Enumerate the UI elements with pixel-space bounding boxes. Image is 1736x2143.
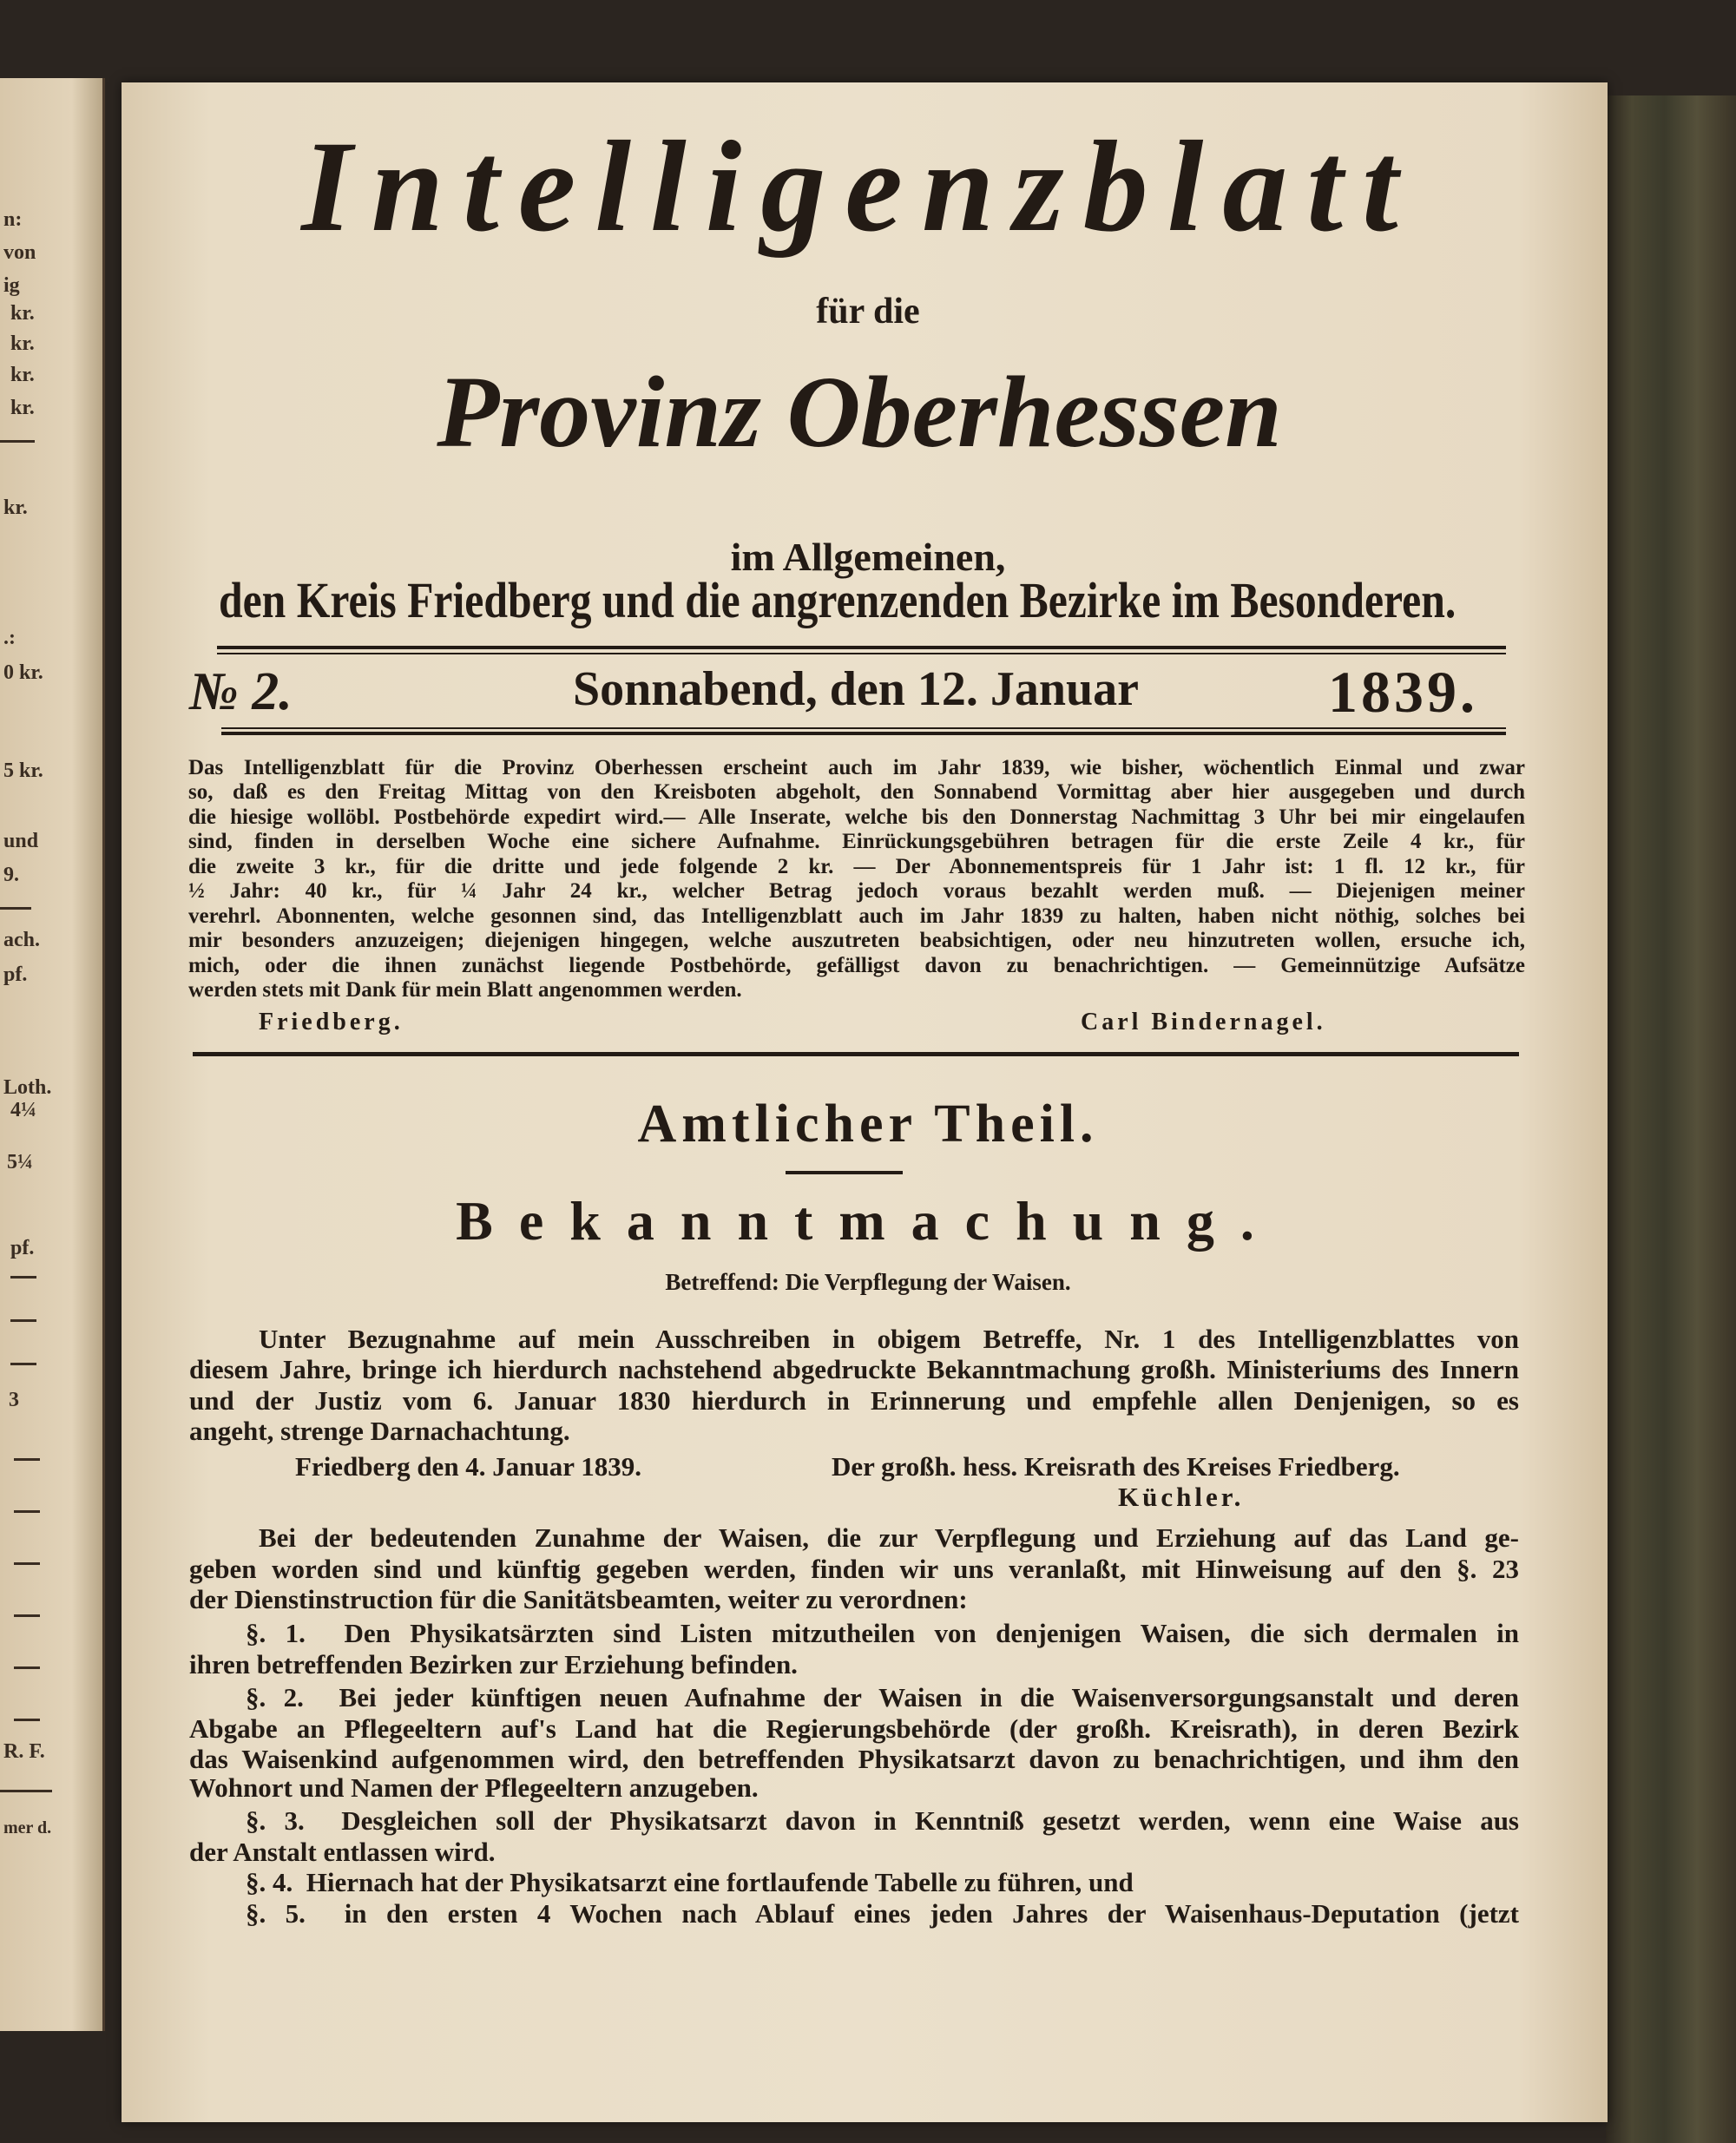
- fragment: und: [3, 830, 39, 852]
- announcement-subject: Betreffend: Die Verpflegung der Waisen.: [665, 1269, 1071, 1295]
- notice-line: ½ Jahr: 40 kr., für ¼ Jahr 24 kr., welcher Betrag jedoch voraus bezahlt werden muß. — Diejenigen meiner: [188, 879, 1525, 903]
- rule: [217, 653, 1506, 654]
- fragment: pf.: [10, 1237, 35, 1259]
- body-line: Bei der bedeutenden Zunahme der Waisen, die zur Verpflegung und Erziehung auf das Land ge-: [259, 1522, 1519, 1553]
- body-line: der Anstalt entlassen wird.: [189, 1837, 496, 1867]
- notice-line: mir besonders anzuzeigen; diejenigen hingegen, welche auszutreten beabsichtigen, oder neu hinzutreten wollen, ersuche ich,: [188, 929, 1525, 952]
- rule: [10, 1319, 36, 1322]
- fragment: 4¼: [10, 1099, 36, 1121]
- fragment: mer d.: [3, 1818, 52, 1837]
- body-line: und der Justiz vom 6. Januar 1830 hierdurch in Erinnerung und empfehle allen Denjenigen, so es: [189, 1385, 1519, 1416]
- fragment: ach.: [3, 929, 40, 951]
- section-title: Amtlicher Theil.: [637, 1095, 1099, 1154]
- notice-line: verehrl. Abonnenten, welche gesonnen sind, das Intelligenzblatt auch im Jahr 1839 zu halten, haben nicht nöthig, solches bei: [188, 904, 1525, 928]
- notice-line: werden stets mit Dank für mein Blatt angenommen werden.: [188, 978, 742, 1002]
- rule: [221, 727, 1506, 729]
- notice-signature: Carl Bindernagel.: [1081, 1009, 1326, 1035]
- fragment: n:: [3, 208, 23, 231]
- rule: [14, 1719, 40, 1721]
- notice-line: Das Intelligenzblatt für die Provinz Oberhessen erscheint auch im Jahr 1839, wie bisher, wöchentlich Einmal und zwar: [188, 756, 1525, 779]
- fragment: .:: [3, 627, 16, 649]
- paragraph-3: §. 3. Desgleichen soll der Physikatsarzt davon in Kenntniß gesetzt werden, wenn eine Waise aus: [246, 1805, 1519, 1836]
- masthead-fuer-die: für die: [816, 292, 920, 332]
- notice-line: mich, oder die ihnen zunächst liegende Postbehörde, gefälligst davon zu benachrichtigen. — Gemeinnützige Aufsätze: [188, 954, 1525, 977]
- masthead-title: Intelligenzblatt: [301, 115, 1417, 259]
- rule: [217, 646, 1506, 649]
- paragraph-4: §. 4. Hiernach hat der Physikatsarzt eine fortlaufende Tabelle zu führen, und: [246, 1867, 1134, 1897]
- rule: [14, 1666, 40, 1669]
- rule: [0, 907, 31, 910]
- announcement-heading: Bekanntmachung.: [456, 1190, 1280, 1252]
- fragment: 5¼: [7, 1151, 33, 1173]
- body-line: ihren betreffenden Bezirken zur Erziehung befinden.: [189, 1649, 798, 1680]
- masthead-im-allgemeinen: im Allgemeinen,: [730, 535, 1006, 579]
- fragment: kr.: [10, 332, 35, 355]
- rule: [786, 1171, 903, 1174]
- rule: [14, 1562, 40, 1565]
- body-line: Wohnort und Namen der Pflegeeltern anzugeben.: [189, 1772, 759, 1803]
- body-line: Abgabe an Pflegeeltern auf's Land hat die Regierungsbehörde (der großh. Kreisrath), in deren Bezirk: [189, 1713, 1519, 1744]
- notice-line: sind, finden in derselben Woche eine sichere Aufnahme. Einrückungsgebühren betragen für die erste Zeile 4 kr., für: [188, 830, 1525, 853]
- rule: [0, 440, 35, 443]
- body-line: angeht, strenge Darnachachtung.: [189, 1416, 570, 1446]
- body-line: das Waisenkind aufgenommen wird, den betreffenden Physikatsarzt davon zu benachrichtigen, und ihm den: [189, 1744, 1519, 1774]
- fragment: Loth.: [3, 1076, 52, 1099]
- fragment: 5 kr.: [3, 759, 43, 782]
- body-line: diesem Jahre, bringe ich hierdurch nachstehend abgedruckte Bekanntmachung großh. Ministeriums des Innern: [189, 1354, 1519, 1384]
- notice-line: so, daß es den Freitag Mittag von den Kreisboten abgeholt, den Sonnabend Vormittag aber hier ausgegeben und durch: [188, 780, 1525, 804]
- masthead-subtitle: den Kreis Friedberg und die angrenzenden Bezirke im Besonderen.: [219, 572, 1457, 628]
- fragment: 0 kr.: [3, 661, 43, 684]
- paragraph-1: §. 1. Den Physikatsärzten sind Listen mitzutheilen von denjenigen Waisen, die sich dermalen in: [246, 1618, 1519, 1648]
- fragment: 9.: [3, 864, 19, 886]
- previous-page-edge: [0, 78, 105, 2031]
- fragment: von: [3, 241, 36, 264]
- fragment: kr.: [10, 302, 35, 325]
- fragment: kr.: [10, 364, 35, 386]
- rule: [221, 732, 1506, 735]
- rule: [10, 1363, 36, 1365]
- issue-date: Sonnabend, den 12. Januar: [573, 662, 1140, 716]
- fragment: R. F.: [3, 1740, 45, 1763]
- body-line: Unter Bezugnahme auf mein Ausschreiben in obigem Betreffe, Nr. 1 des Intelligenzblattes von: [259, 1324, 1519, 1354]
- notice-place: Friedberg.: [259, 1009, 404, 1035]
- fragment: kr.: [10, 397, 35, 419]
- issue-number: № 2.: [189, 662, 293, 721]
- fragment: kr.: [3, 496, 28, 519]
- paragraph-5: §. 5. in den ersten 4 Wochen nach Ablauf eines jeden Jahres der Waisenhaus-Deputation (jetzt: [246, 1898, 1519, 1929]
- paragraph-2: §. 2. Bei jeder künftigen neuen Aufnahme der Waisen in die Waisenversorgungsanstalt und deren: [246, 1682, 1519, 1712]
- rule: [14, 1614, 40, 1617]
- body-line: der Dienstinstruction für die Sanitätsbeamten, weiter zu verordnen:: [189, 1584, 968, 1614]
- authority: Der großh. hess. Kreisrath des Kreises Friedberg.: [832, 1451, 1400, 1482]
- body-line: geben worden sind und künftig gegeben werden, finden wir uns veranlaßt, mit Hinweisung auf den §. 23: [189, 1554, 1519, 1584]
- masthead-province: Provinz Oberhessen: [437, 355, 1282, 469]
- date-place: Friedberg den 4. Januar 1839.: [295, 1451, 641, 1482]
- rule: [193, 1052, 1519, 1056]
- rule: [14, 1510, 40, 1513]
- signer: Küchler.: [1118, 1482, 1245, 1512]
- notice-line: die hiesige wollöbl. Postbehörde expedirt wird.— Alle Inserate, welche bis den Donnerstag Nachmittag 3 Uhr bei mir eingelaufen: [188, 805, 1525, 829]
- fragment: ig: [3, 274, 20, 297]
- issue-year: 1839.: [1328, 659, 1478, 725]
- rule: [0, 1790, 52, 1792]
- fragment: 3: [9, 1389, 19, 1411]
- rule: [14, 1458, 40, 1461]
- fragment: pf.: [3, 963, 28, 986]
- notice-line: die zweite 3 kr., für die dritte und jede folgende 2 kr. — Der Abonnementspreis für 1 Jahr ist: 1 fl. 12 kr., für: [188, 855, 1525, 878]
